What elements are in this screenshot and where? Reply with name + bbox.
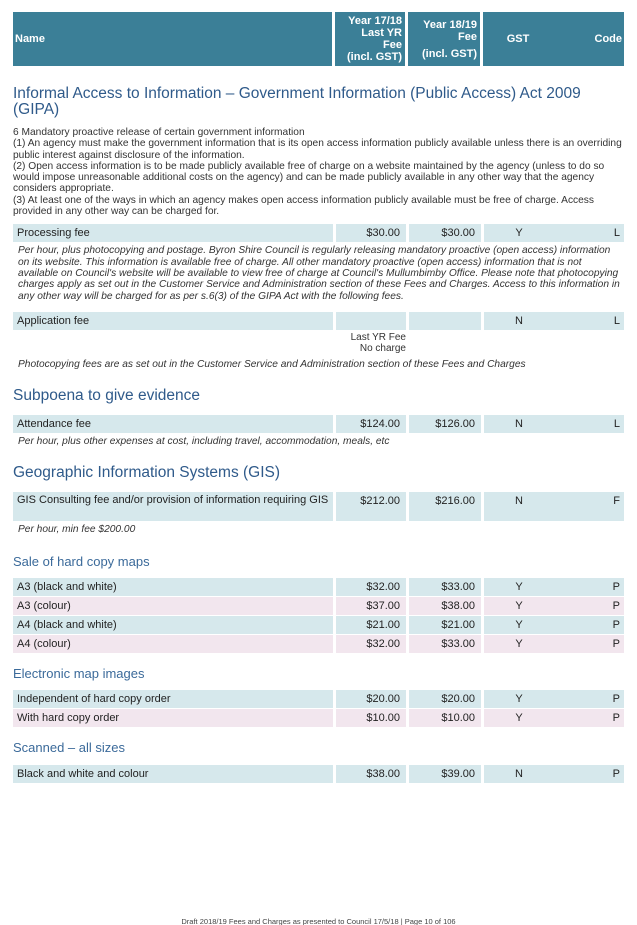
fee-name: Independent of hard copy order <box>13 690 333 708</box>
fee-name: Attendance fee <box>13 415 333 433</box>
fee-gst: Y <box>484 597 554 615</box>
gipa-para-line: (3) At least one of the ways in which an agency makes open access information publicly available must be free of charge. Access provided in any other way can be charged for. <box>13 194 594 218</box>
gipa-para-line: (1) An agency must make the government information that is its open access information publicly available unless there is an overriding public interest against disclosure of the information. <box>13 138 622 161</box>
fee-code: L <box>554 312 624 330</box>
table-row <box>13 709 624 727</box>
table-row <box>13 635 624 653</box>
fee-code: L <box>554 224 624 242</box>
fee-last-yr: $32.00 <box>336 578 406 596</box>
fee-gst: N <box>484 415 554 433</box>
fee-gst: N <box>484 312 554 330</box>
fee-last-yr: $10.00 <box>336 709 406 727</box>
header-fee-line2: Fee <box>458 30 477 43</box>
application-last-yr-note <box>13 332 624 355</box>
fee-last-yr: $32.00 <box>336 635 406 653</box>
fee-gst: Y <box>484 635 554 653</box>
fee-current: $20.00 <box>409 690 481 708</box>
fee-code: P <box>554 597 624 615</box>
fees-page <box>13 12 624 783</box>
fee-current: $39.00 <box>409 765 481 783</box>
fee-gst: Y <box>484 578 554 596</box>
last-yr-note-line2: No charge <box>359 343 406 355</box>
header-name: Name <box>13 12 332 66</box>
fee-current: $21.00 <box>409 616 481 634</box>
fee-note: Per hour, min fee $200.00 <box>18 524 136 536</box>
fee-current: $33.00 <box>409 578 481 596</box>
fee-gst: Y <box>484 224 554 242</box>
fee-name: A3 (black and white) <box>13 578 333 596</box>
table-row <box>13 224 624 242</box>
fee-current: $126.00 <box>409 415 481 433</box>
fee-name: Application fee <box>13 312 333 330</box>
header-fee-line3: (incl. GST) <box>422 47 477 60</box>
scanned-table <box>13 765 624 783</box>
table-row <box>13 578 624 596</box>
table-row <box>13 492 624 521</box>
fee-code: P <box>554 578 624 596</box>
fee-name: A4 (colour) <box>13 635 333 653</box>
electronic-table <box>13 690 624 727</box>
fee-name: GIS Consulting fee and/or provision of information requiring GIS <box>13 492 333 521</box>
fee-name: A3 (colour) <box>13 597 333 615</box>
fee-code: P <box>554 616 624 634</box>
fee-current <box>409 312 481 330</box>
fee-current: $10.00 <box>409 709 481 727</box>
header-last-yr-line3: Fee <box>383 39 402 51</box>
fee-gst: N <box>484 765 554 783</box>
table-row <box>13 616 624 634</box>
fee-name: With hard copy order <box>13 709 333 727</box>
table-row <box>13 597 624 615</box>
fee-code: F <box>554 492 624 521</box>
header-code: Code <box>553 12 624 66</box>
fee-code: P <box>554 765 624 783</box>
fee-name: Black and white and colour <box>13 765 333 783</box>
fee-gst: Y <box>484 690 554 708</box>
subsection-title-scanned: Scanned – all sizes <box>13 739 126 755</box>
fee-last-yr <box>336 312 406 330</box>
fee-code: P <box>554 690 624 708</box>
fee-last-yr: $38.00 <box>336 765 406 783</box>
fee-gst: Y <box>484 616 554 634</box>
fee-last-yr: $212.00 <box>336 492 406 521</box>
section-title-gis: Geographic Information Systems (GIS) <box>13 464 281 482</box>
fee-code: P <box>554 709 624 727</box>
fee-last-yr: $21.00 <box>336 616 406 634</box>
fee-last-yr: $37.00 <box>336 597 406 615</box>
header-gst: GST <box>483 12 553 66</box>
fee-gst: Y <box>484 709 554 727</box>
fee-last-yr: $20.00 <box>336 690 406 708</box>
page-footer: Draft 2018/19 Fees and Charges as presented to Council 17/5/18 | Page 10 of 106 <box>181 917 456 925</box>
header-last-yr <box>335 12 405 66</box>
fee-code: L <box>554 415 624 433</box>
gipa-paragraph <box>13 127 624 217</box>
maps-table <box>13 578 624 653</box>
fee-last-yr: $124.00 <box>336 415 406 433</box>
fee-last-yr: $30.00 <box>336 224 406 242</box>
last-yr-note-line1: Last YR Fee <box>350 331 406 343</box>
fee-current: $216.00 <box>409 492 481 521</box>
gipa-para-line: (2) Open access information is to be made publicly available free of charge on a website maintained by the agency (unless to do so would impose unreasonable additional costs on the agency) and can be made publicly available in any other way that the agency considers appropriate. <box>13 160 605 195</box>
section-title-subpoena: Subpoena to give evidence <box>13 387 201 405</box>
table-row <box>13 415 624 433</box>
fee-note: Per hour, plus other expenses at cost, including travel, accommodation, meals, etc <box>18 436 390 448</box>
header-last-yr-line2: Last YR <box>361 27 402 39</box>
table-row <box>13 690 624 708</box>
header-last-yr-line4: (incl. GST) <box>347 51 402 63</box>
fee-current: $33.00 <box>409 635 481 653</box>
gipa-para-line: 6 Mandatory proactive release of certain government information <box>13 127 305 138</box>
table-row <box>13 765 624 783</box>
subsection-title-maps: Sale of hard copy maps <box>13 553 150 569</box>
fee-name: Processing fee <box>13 224 333 242</box>
fee-current: $38.00 <box>409 597 481 615</box>
header-fee <box>408 12 480 66</box>
fee-note: Photocopying fees are as set out in the Customer Service and Administration section of these Fees and Charges <box>18 358 526 370</box>
header-fee-line1: Year 18/19 <box>423 18 477 31</box>
fee-note: Per hour, plus photocopying and postage. Byron Shire Council is regularly releasing mandatory proactive (open access) information on its website. This information is available free of charge. All other mandatory proactive (open access) information that is not available on Council's website will be available to view free of charge at Council's Mullumbimby Office. Please note that photocopying charges apply as set out in the Customer Service and Administration section of these Fees and Charges. Access to this information in any other way will be charged for as per s.6(3) of the GIPA Act with the following fees. <box>18 245 620 302</box>
section-title-gipa: Informal Access to Information – Government Information (Public Access) Act 2009 (GIPA) <box>13 85 581 118</box>
table-header <box>13 12 624 66</box>
fee-name: A4 (black and white) <box>13 616 333 634</box>
table-row <box>13 312 624 330</box>
subsection-title-electronic: Electronic map images <box>13 665 145 681</box>
fee-code: P <box>554 635 624 653</box>
fee-current: $30.00 <box>409 224 481 242</box>
header-last-yr-line1: Year 17/18 <box>348 15 402 27</box>
fee-gst: N <box>484 492 554 521</box>
